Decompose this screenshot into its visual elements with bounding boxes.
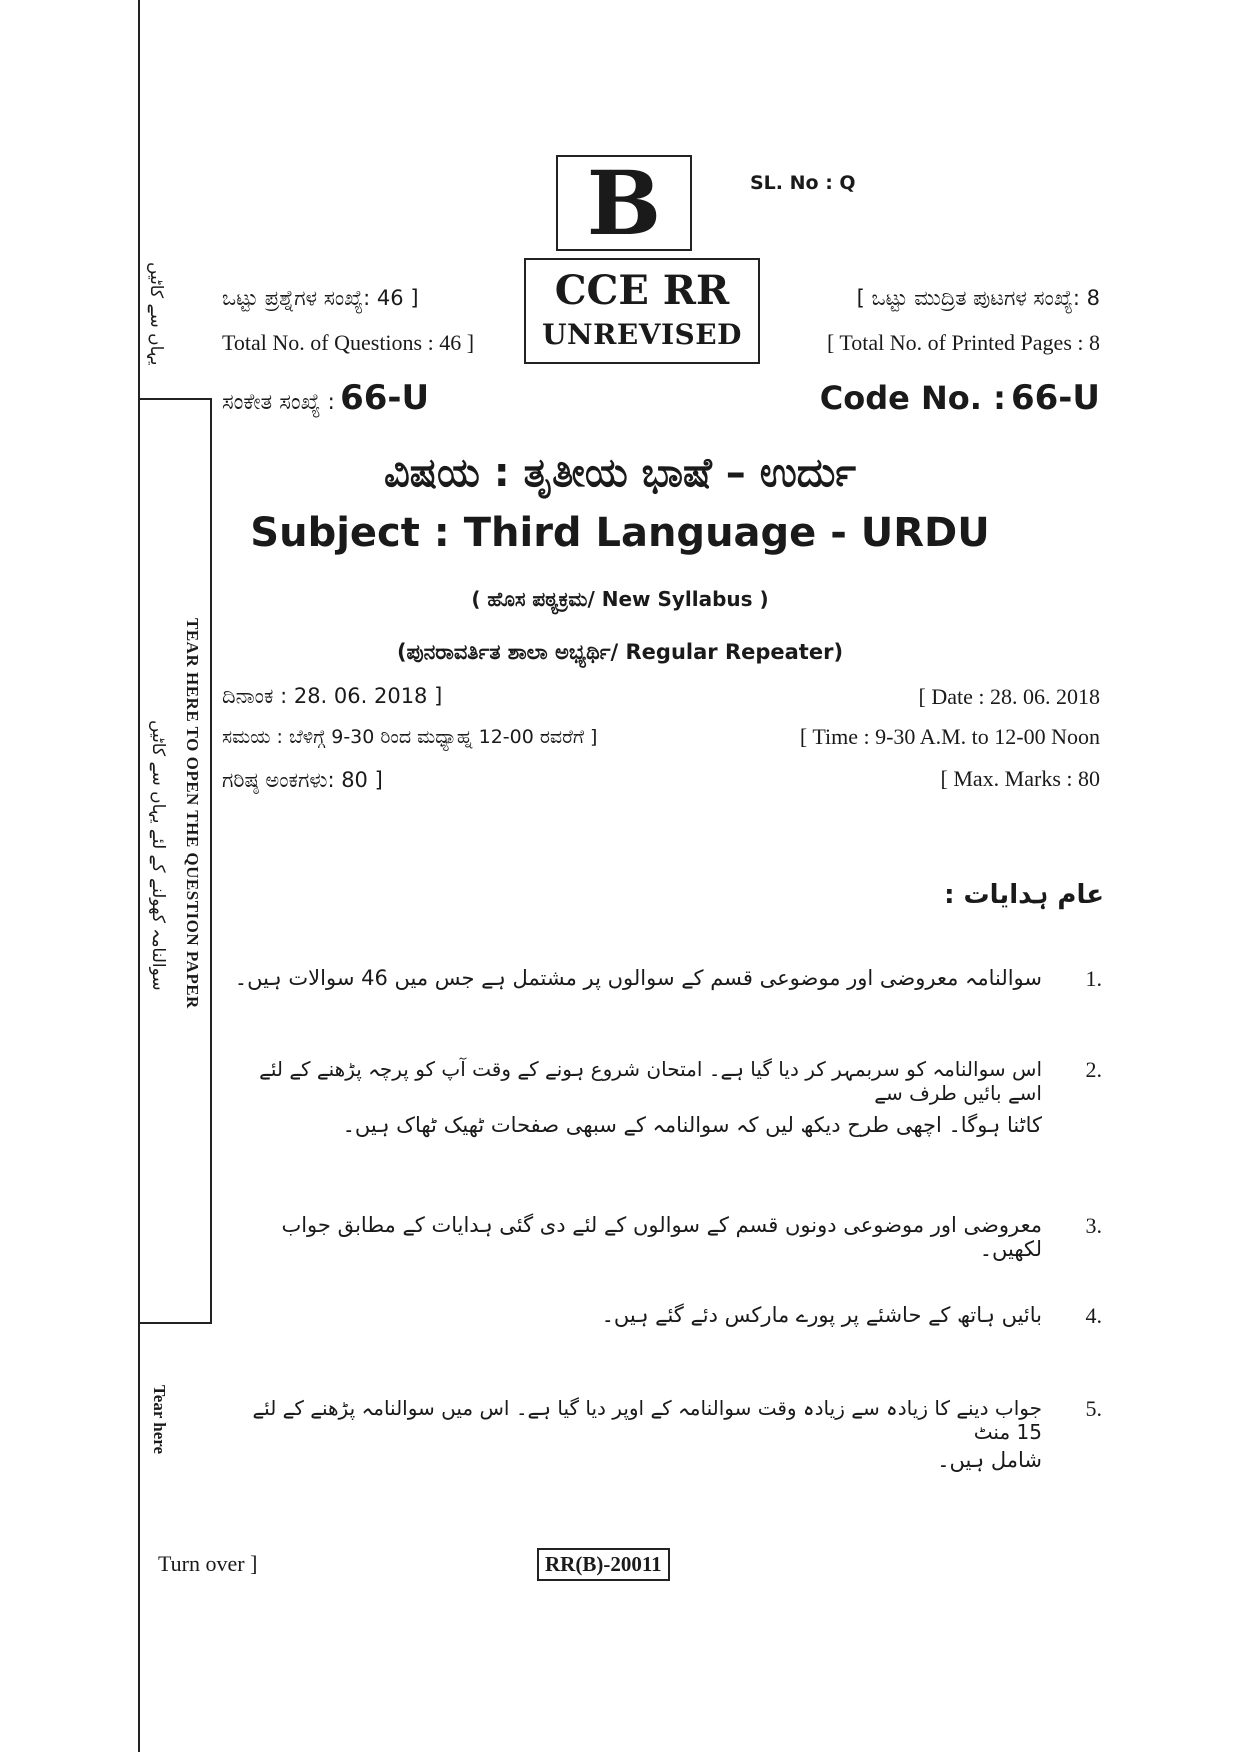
code-english: [820, 378, 1100, 418]
code-kannada-label: ಸಂಕೇತ ಸಂಖ್ಯೆ :: [222, 390, 335, 415]
instruction-4-line-1: بائیں ہاتھ کے حاشئے پر پورے مارکس دئے گئے ہیں۔: [601, 1303, 1042, 1327]
margin-line: [138, 0, 140, 1752]
marks-kannada: ಗರಿಷ್ಠ ಅಂಕಗಳು: 80 ]: [222, 768, 383, 792]
subject-kannada: ವಿಷಯ : ತೃತೀಯ ಭಾಷೆ – ಉರ್ದು: [383, 450, 857, 496]
syllabus-label: ( ಹೊಸ ಪಠ್ಯಕ್ರಮ/ New Syllabus ): [471, 587, 769, 611]
date-english: [ Date : 28. 06. 2018: [918, 684, 1100, 709]
tear-strip-bottom-line: [138, 1322, 212, 1324]
instruction-1-number: 1.: [1085, 966, 1102, 991]
code-english-label: Code No. :: [819, 379, 1006, 417]
tear-open-urdu-label: سوالنامہ کھولنے کے لئے یہاں سے کاٹیں: [148, 720, 168, 991]
instructions-heading: عام ہدایات :: [944, 880, 1104, 910]
tear-open-label: TEAR HERE TO OPEN THE QUESTION PAPER: [183, 618, 202, 1009]
time-english: [ Time : 9-30 A.M. to 12-00 Noon: [799, 724, 1100, 749]
instruction-4-number: 4.: [1085, 1303, 1102, 1328]
board-box: [524, 258, 760, 364]
code-english-value: 66-U: [1010, 378, 1100, 418]
question-set-letter: B: [556, 155, 692, 251]
turn-over-label: Turn over ]: [158, 1551, 258, 1576]
tear-here-label: Tear here: [150, 1385, 169, 1455]
tear-strip-top-line: [138, 398, 212, 400]
instruction-2-number: 2.: [1085, 1057, 1102, 1082]
date-kannada: ದಿನಾಂಕ : 28. 06. 2018 ]: [222, 684, 443, 708]
instruction-5-number: 5.: [1085, 1396, 1102, 1421]
candidate-type-label: (ಪುನರಾವರ್ತಿತ ಶಾಲಾ ಅಭ್ಯರ್ಥಿ/ Regular Repeater): [396, 640, 844, 664]
total-questions-english: Total No. of Questions : 46 ]: [222, 330, 475, 355]
instruction-2-line-1: اس سوالنامہ کو سربمہر کر دیا گیا ہے۔ امتحان شروع ہونے کے وقت آپ کو پرچہ پڑھنے کے لئے اسے بائیں طرف سے: [259, 1057, 1042, 1105]
instruction-3-number: 3.: [1085, 1213, 1102, 1238]
instruction-3-line-1: معروضی اور موضوعی دونوں قسم کے سوالوں کے لئے دی گئی ہدایات کے مطابق جواب لکھیں۔: [281, 1213, 1042, 1261]
subject-english: Subject : Third Language - URDU: [250, 510, 990, 556]
time-kannada: ಸಮಯ : ಬೆಳಿಗ್ಗೆ 9-30 ರಿಂದ ಮಧ್ಯಾಹ್ನ 12-00 ರವರೆಗೆ ]: [222, 726, 598, 748]
tear-here-urdu-top: یہاں سے کاٹیں: [146, 262, 166, 366]
instruction-2-line-2: کاٹنا ہوگا۔ اچھی طرح دیکھ لیں کہ سوالنامہ کے سبھی صفحات ٹھیک ٹھاک ہیں۔: [342, 1113, 1042, 1137]
total-questions-kannada: ಒಟ್ಟು ಪ್ರಶ್ನೆಗಳ ಸಂಖ್ಯೆ: 46 ]: [222, 286, 419, 310]
total-pages-english: [ Total No. of Printed Pages : 8: [826, 330, 1100, 355]
instruction-1-line-1: سوالنامہ معروضی اور موضوعی قسم کے سوالوں پر مشتمل ہے جس میں 46 سوالات ہیں۔: [234, 966, 1042, 990]
code-kannada-value: 66-U: [340, 378, 430, 418]
instruction-5-line-2: شامل ہیں۔: [937, 1448, 1042, 1472]
instruction-5-line-1: جواب دینے کا زیادہ سے زیادہ وقت سوالنامہ کے اوپر دیا گیا ہے۔ اس میں سوالنامہ پڑھنے کے لئے 15 منٹ: [252, 1396, 1042, 1444]
serial-number: SL. No : Q: [750, 172, 856, 194]
code-kannada: [222, 378, 429, 418]
board-line-1: CCE RR: [554, 267, 730, 314]
marks-english: [ Max. Marks : 80: [940, 766, 1100, 791]
board-line-2: UNREVISED: [542, 318, 742, 351]
total-pages-kannada: [ ಒಟ್ಟು ಮುದ್ರಿತ ಪುಟಗಳ ಸಂಖ್ಯೆ: 8: [856, 286, 1100, 310]
paper-code: RR(B)-20011: [537, 1548, 670, 1581]
